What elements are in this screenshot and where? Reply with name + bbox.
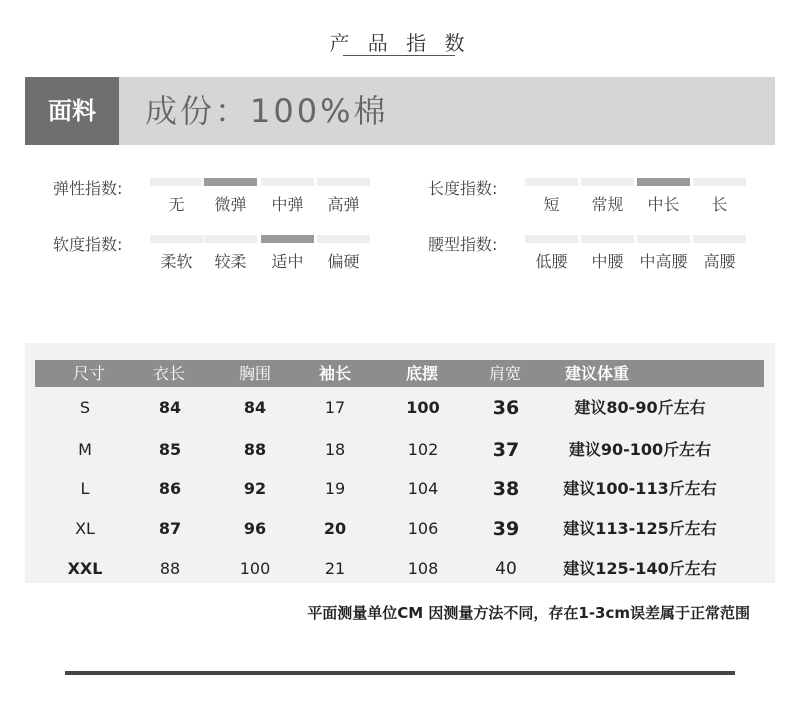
index-option-label: 长	[711, 195, 728, 214]
index-option-label: 高腰	[703, 252, 736, 271]
index-option-label: 较柔	[214, 252, 247, 271]
cell-sleeve: 18	[324, 440, 346, 459]
table-row	[25, 430, 775, 470]
cell-weight: 建议125-140斤左右	[563, 559, 717, 578]
cell-sleeve: 19	[324, 479, 346, 498]
cell-size: M	[78, 440, 92, 459]
elasticity-label: 弹性指数:	[53, 179, 123, 198]
index-bar	[204, 178, 257, 186]
cell-hem: 106	[407, 519, 439, 538]
cell-length: 86	[158, 479, 182, 498]
cell-weight: 建议80-90斤左右	[574, 398, 706, 417]
table-row	[25, 469, 775, 509]
table-row	[25, 388, 775, 428]
cell-size: XXL	[67, 559, 103, 578]
index-option-label: 微弹	[214, 195, 247, 214]
cell-hem: 108	[407, 559, 439, 578]
cell-shoulder: 38	[492, 478, 520, 500]
index-bar	[581, 235, 634, 243]
index-option-label: 常规	[591, 195, 624, 214]
index-option-label: 适中	[271, 252, 304, 271]
cell-size: XL	[75, 519, 95, 538]
size-table	[25, 343, 775, 583]
cell-size: S	[79, 398, 91, 417]
index-bar	[150, 178, 203, 186]
index-option-label: 中弹	[271, 195, 304, 214]
index-option-label: 中腰	[591, 252, 624, 271]
index-bar	[261, 235, 314, 243]
index-bar	[581, 178, 634, 186]
bottom-divider	[65, 671, 735, 675]
index-bar	[317, 178, 370, 186]
measurement-note: 平面测量单位CM 因测量方法不同，存在1-3cm误差属于正常范围	[307, 604, 750, 622]
header-sleeve: 袖长	[318, 364, 351, 383]
fabric-tag: 面料	[25, 77, 119, 145]
index-option-label: 偏硬	[327, 252, 360, 271]
cell-size: L	[80, 479, 90, 498]
waist-label: 腰型指数:	[428, 235, 498, 254]
cell-length: 85	[158, 440, 182, 459]
fabric-composition: 成份：100%棉	[145, 92, 389, 130]
softness-label: 软度指数:	[53, 235, 123, 254]
index-bar	[317, 235, 370, 243]
header-chest: 胸围	[238, 364, 271, 383]
index-option-label: 高弹	[327, 195, 360, 214]
cell-chest: 96	[243, 519, 267, 538]
length-label: 长度指数:	[428, 179, 498, 198]
cell-hem: 104	[407, 479, 439, 498]
header-weight: 建议体重	[565, 364, 630, 383]
index-option-label: 柔软	[160, 252, 193, 271]
index-option-label: 低腰	[535, 252, 568, 271]
cell-length: 84	[158, 398, 182, 417]
cell-shoulder: 40	[495, 559, 517, 579]
cell-chest: 100	[239, 559, 271, 578]
index-bar	[637, 235, 690, 243]
cell-chest: 84	[243, 398, 267, 417]
index-bar	[204, 235, 257, 243]
header-length: 衣长	[152, 364, 185, 383]
cell-hem: 100	[406, 398, 440, 417]
index-bar	[525, 235, 578, 243]
index-option-label: 中长	[647, 195, 680, 214]
cell-chest: 88	[243, 440, 267, 459]
header-size: 尺寸	[72, 364, 105, 383]
cell-weight: 建议90-100斤左右	[568, 440, 712, 459]
index-bar	[525, 178, 578, 186]
cell-length: 88	[159, 559, 181, 578]
index-bar	[693, 178, 746, 186]
cell-shoulder: 39	[492, 518, 520, 540]
fabric-banner	[25, 77, 775, 145]
header-hem: 底摆	[405, 364, 438, 383]
cell-sleeve: 21	[324, 559, 346, 578]
page-title: 产 品 指 数	[329, 31, 471, 55]
cell-shoulder: 36	[492, 397, 520, 419]
table-row	[25, 509, 775, 549]
cell-sleeve: 17	[324, 398, 346, 417]
index-option-label: 中高腰	[639, 252, 688, 271]
cell-hem: 102	[407, 440, 439, 459]
cell-shoulder: 37	[492, 439, 520, 461]
title-underline	[343, 55, 455, 56]
cell-weight: 建议113-125斤左右	[563, 519, 717, 538]
cell-weight: 建议100-113斤左右	[563, 479, 717, 498]
index-bar	[637, 178, 690, 186]
index-bar	[261, 178, 314, 186]
cell-sleeve: 20	[323, 519, 347, 538]
cell-chest: 92	[243, 479, 267, 498]
index-bar	[693, 235, 746, 243]
cell-length: 87	[158, 519, 182, 538]
table-row	[25, 549, 775, 589]
table-header	[35, 360, 764, 387]
index-option-label: 无	[168, 195, 185, 214]
header-shoulder: 肩宽	[488, 364, 521, 383]
index-option-label: 短	[543, 195, 560, 214]
index-bar	[150, 235, 203, 243]
